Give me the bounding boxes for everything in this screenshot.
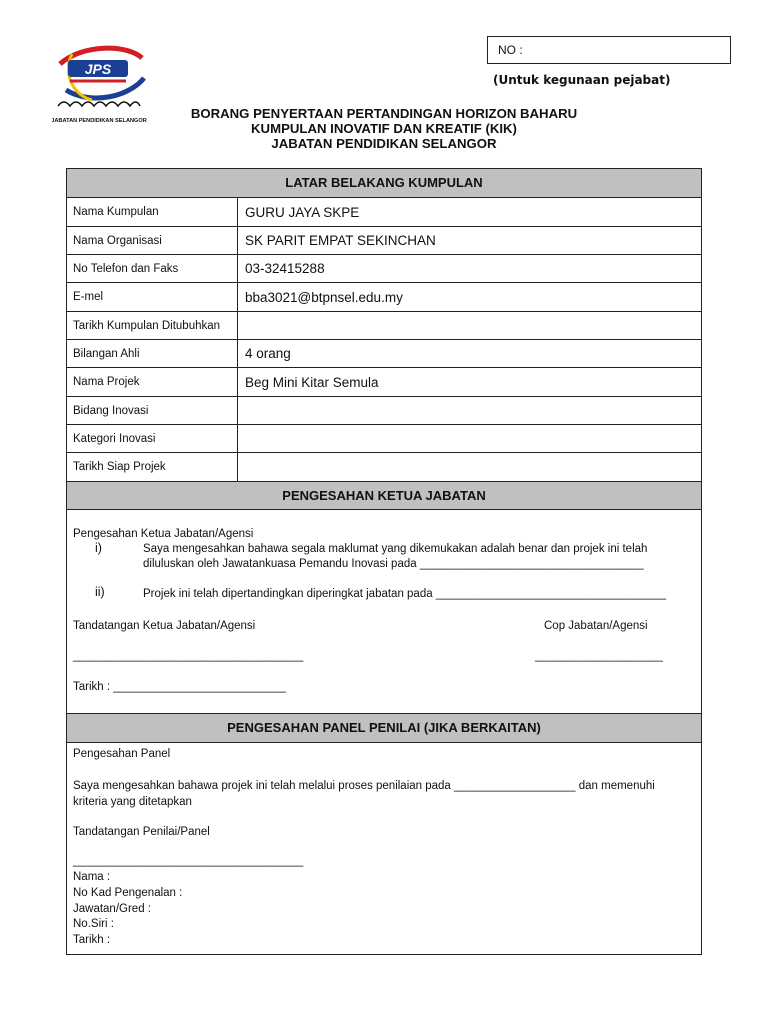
field-label: Bidang Inovasi <box>67 397 238 424</box>
item-1-text: Saya mengesahkan bahawa segala maklumat yang dikemukakan adalah benar dan projek ini telah <box>143 543 648 555</box>
panel-statement[interactable]: Saya mengesahkan bahawa projek ini telah melalui proses penilaian pada ___________________ dan memenuhi <box>73 780 655 792</box>
table-row <box>67 227 701 255</box>
title-line: JABATAN PENDIDIKAN SELANGOR <box>271 136 497 151</box>
office-use-note: (Untuk kegunaan pejabat) <box>493 73 671 87</box>
stamp-line[interactable]: ____________________ <box>535 650 663 662</box>
panel-verification-block <box>67 743 701 954</box>
item-number: i) <box>95 541 102 555</box>
panel-signature-line[interactable]: ____________________________________ <box>73 855 304 867</box>
field-value-innovation-field[interactable] <box>238 397 701 424</box>
table-row <box>67 255 701 283</box>
field-label: E-mel <box>67 283 238 311</box>
field-label: Tarikh Siap Projek <box>67 453 238 481</box>
table-row <box>67 397 701 425</box>
panel-field-position[interactable]: Jawatan/Gred : <box>73 903 151 915</box>
signature-label: Tandatangan Ketua Jabatan/Agensi <box>73 620 256 632</box>
table-row <box>67 340 701 368</box>
panel-statement-cont: kriteria yang ditetapkan <box>73 796 192 808</box>
field-label: No Telefon dan Faks <box>67 255 238 282</box>
table-row <box>67 368 701 397</box>
entry-form <box>66 168 702 955</box>
item-1-text-cont[interactable]: diluluskan oleh Jawatankuasa Pemandu Inovasi pada ___________________________________ <box>143 558 644 570</box>
panel-signature-label: Tandatangan Penilai/Panel <box>73 826 210 838</box>
field-label: Nama Kumpulan <box>67 198 238 226</box>
field-label: Nama Projek <box>67 368 238 396</box>
office-number-box[interactable] <box>487 36 731 64</box>
field-label: Kategori Inovasi <box>67 425 238 452</box>
field-value-established-date[interactable] <box>238 312 701 339</box>
field-value-project-name[interactable]: Beg Mini Kitar Semula <box>245 374 379 390</box>
title-line: KUMPULAN INOVATIF DAN KREATIF (KIK) <box>251 121 517 136</box>
panel-field-name[interactable]: Nama : <box>73 871 111 883</box>
jps-logo-graphic <box>52 44 152 132</box>
field-value-innovation-category[interactable] <box>238 425 701 452</box>
section-header-background: PENGESAHAN KETUA JABATAN <box>67 482 701 510</box>
table-row <box>67 312 701 340</box>
field-label: Nama Organisasi <box>67 227 238 254</box>
table-row <box>67 425 701 453</box>
panel-field-ic[interactable]: No Kad Pengenalan : <box>73 887 183 899</box>
date-field[interactable]: Tarikh : ___________________________ <box>73 681 286 693</box>
table-row <box>67 198 701 227</box>
field-value-phone[interactable]: 03-32415288 <box>245 261 325 276</box>
field-label: Tarikh Kumpulan Ditubuhkan <box>67 312 238 339</box>
field-value-member-count[interactable]: 4 orang <box>245 346 291 361</box>
verification-intro: Pengesahan Ketua Jabatan/Agensi <box>73 528 254 540</box>
title-line: BORANG PENYERTAAN PERTANDINGAN HORIZON BAHARU <box>190 106 578 121</box>
logo-subtitle: JABATAN PENDIDIKAN SELANGOR <box>52 118 147 124</box>
item-number: ii) <box>95 585 105 599</box>
field-value-completion-date[interactable] <box>238 453 701 481</box>
department-head-verification-block <box>67 510 701 714</box>
section-header-background: LATAR BELAKANG KUMPULAN <box>67 169 701 198</box>
item-2-text[interactable]: Projek ini telah dipertandingkan diperingkat jabatan pada ____________________________________ <box>143 588 667 600</box>
jps-logo <box>52 44 152 132</box>
panel-intro: Pengesahan Panel <box>73 748 171 760</box>
section-header-background: PENGESAHAN PANEL PENILAI (JIKA BERKAITAN) <box>67 714 701 743</box>
field-label: Bilangan Ahli <box>67 340 238 367</box>
panel-field-serial[interactable]: No.Siri : <box>73 918 114 930</box>
field-value-email[interactable]: bba3021@btpnsel.edu.my <box>245 289 403 305</box>
office-number-label: NO : <box>498 43 523 57</box>
panel-field-date[interactable]: Tarikh : <box>73 934 111 946</box>
table-row <box>67 283 701 312</box>
signature-line[interactable]: ____________________________________ <box>73 650 304 662</box>
stamp-label: Cop Jabatan/Agensi <box>544 620 648 632</box>
field-value-organisation[interactable]: SK PARIT EMPAT SEKINCHAN <box>245 233 436 248</box>
form-title <box>160 106 608 151</box>
logo-text: JPS <box>84 61 112 77</box>
field-value-group-name[interactable]: GURU JAYA SKPE <box>245 204 360 220</box>
table-row <box>67 453 701 482</box>
